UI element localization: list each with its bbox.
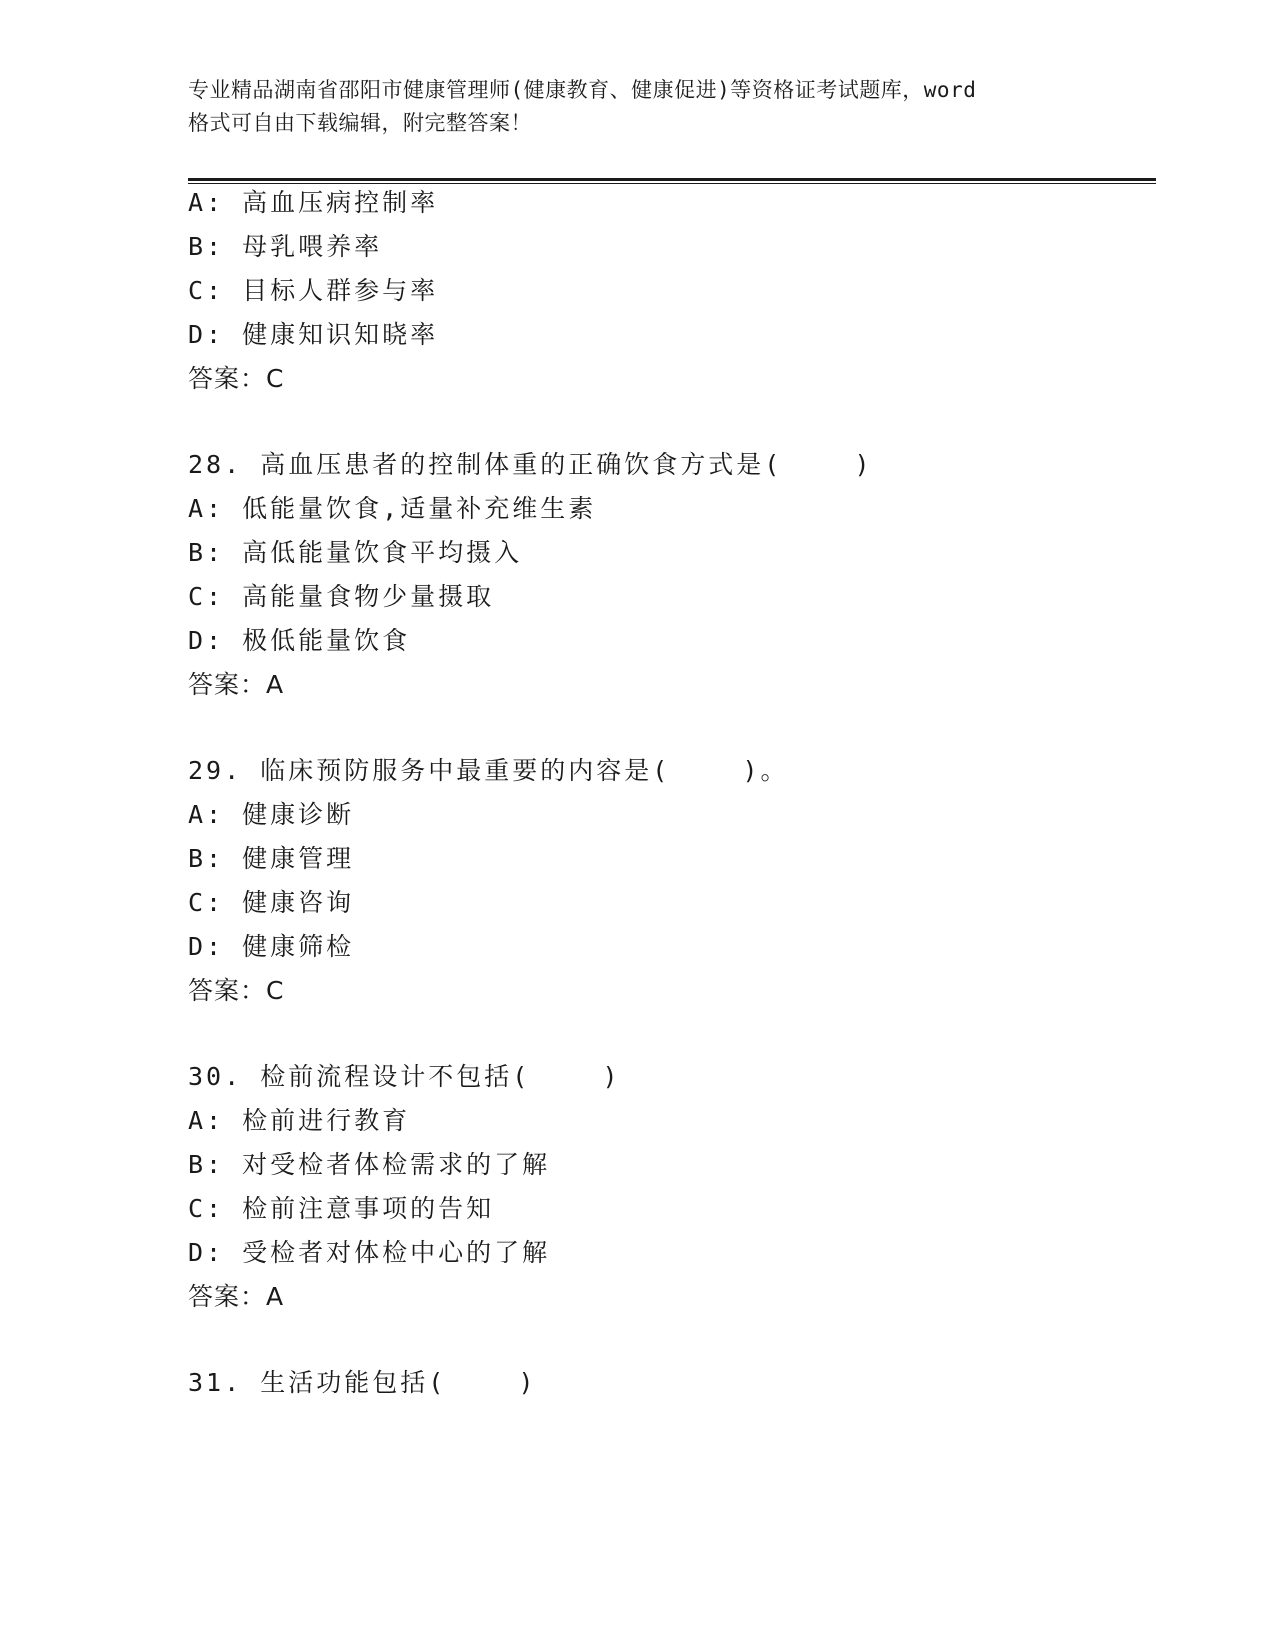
q30-option-a: A: 检前进行教育 <box>188 1106 411 1135</box>
q28-answer: 答案：A <box>188 670 285 699</box>
q29-option-c: C: 健康咨询 <box>188 888 355 917</box>
q29-option-a: A: 健康诊断 <box>188 800 355 829</box>
q27-option-c: C: 目标人群参与率 <box>188 276 439 305</box>
q30-option-b: B: 对受检者体检需求的了解 <box>188 1150 551 1179</box>
header-line-1: 专业精品湖南省邵阳市健康管理师(健康教育、健康促进)等资格证考试题库，word <box>188 78 977 102</box>
q28-option-c: C: 高能量食物少量摄取 <box>188 582 495 611</box>
q29-question: 29. 临床预防服务中最重要的内容是( )。 <box>188 756 789 785</box>
q27-option-d: D: 健康知识知晓率 <box>188 320 439 349</box>
q28-option-a: A: 低能量饮食,适量补充维生素 <box>188 494 597 523</box>
q28-option-d: D: 极低能量饮食 <box>188 626 411 655</box>
q30-option-c: C: 检前注意事项的告知 <box>188 1194 495 1223</box>
q29-option-d: D: 健康筛检 <box>188 932 355 961</box>
q30-question: 30. 检前流程设计不包括( ) <box>188 1062 621 1091</box>
document-header <box>188 74 1088 140</box>
q27-answer: 答案：C <box>188 364 285 393</box>
q28-option-b: B: 高低能量饮食平均摄入 <box>188 538 523 567</box>
q29-option-b: B: 健康管理 <box>188 844 355 873</box>
q29-answer: 答案：C <box>188 976 285 1005</box>
q30-answer: 答案：A <box>188 1282 285 1311</box>
q28-question: 28. 高血压患者的控制体重的正确饮食方式是( ) <box>188 450 873 479</box>
header-line-2: 格式可自由下载编辑，附完整答案！ <box>188 111 532 135</box>
q27-option-a: A: 高血压病控制率 <box>188 188 439 217</box>
q30-option-d: D: 受检者对体检中心的了解 <box>188 1238 551 1267</box>
q31-question: 31. 生活功能包括( ) <box>188 1368 537 1397</box>
q27-option-b: B: 母乳喂养率 <box>188 232 383 261</box>
header-divider <box>188 178 1156 184</box>
